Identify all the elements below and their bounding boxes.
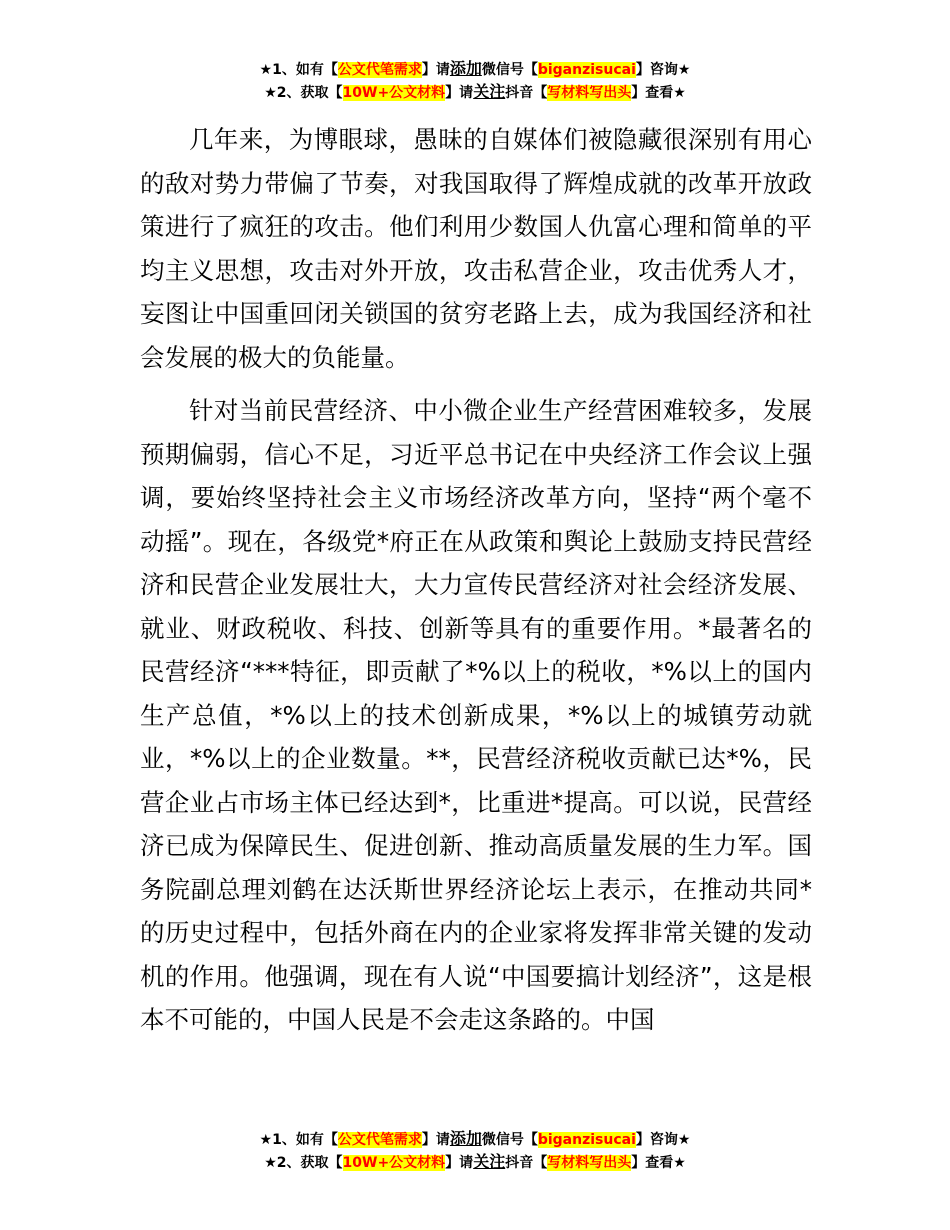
promo-highlight-wechat-id: biganzisucai: [537, 62, 636, 78]
promo-emphasis: 关注: [473, 82, 506, 101]
promo-emphasis: 关注: [473, 1152, 506, 1171]
paragraph: 针对当前民营经济、中小微企业生产经营困难较多，发展预期偏弱，信心不足，习近平总书记在中央经济工作会议上强调，要始终坚持社会主义市场经济改革方向，坚持“两个毫不动摇”。现在，各级党*府正在从政策和舆论上鼓励支持民营经济和民营企业发展壮大，大力宣传民营经济对社会经济发展、就业、财政税收、科技、创新等具有的重要作用。*最著名的民营经济“***特征，即贡献了*%以上的税收，*%以上的国内生产总值，*%以上的技术创新成果，*%以上的城镇劳动就业，*%以上的企业数量。**，民营经济税收贡献已达*%，民营企业占市场主体已经达到*，比重进*提高。可以说，民营经济已成为保障民生、促进创新、推动高质量发展的生力军。国务院副总理刘鹤在达沃斯世界经济论坛上表示，在推动共同*的历史过程中，包括外商在内的企业家将发挥非常关键的发动机的作用。他强调，现在有人说“中国要搞计划经济”，这是根本不可能的，中国人民是不会走这条路的。中国: [140, 396, 812, 1034]
promo-text: 】请: [421, 62, 450, 78]
promo-line-1: [0, 58, 950, 81]
promo-line-1: [0, 1128, 950, 1151]
promo-text: 】查看★: [631, 85, 686, 101]
header-promo-banner: [0, 58, 950, 104]
promo-highlight-service: 公文代笔需求: [337, 62, 422, 78]
promo-text: 】查看★: [631, 1155, 686, 1171]
promo-text: 】请: [445, 1155, 474, 1171]
promo-highlight-materials: 10W+公文材料: [342, 85, 446, 101]
promo-text: ★1、如有【: [259, 62, 338, 78]
promo-emphasis: 添加: [449, 1129, 482, 1148]
promo-emphasis: 添加: [449, 59, 482, 78]
promo-text: 】咨询★: [635, 1132, 691, 1148]
document-body: [140, 118, 812, 1042]
footer-promo-banner: [0, 1128, 950, 1174]
promo-text: 微信号【: [481, 1132, 538, 1148]
promo-highlight-wechat-id: biganzisucai: [537, 1132, 636, 1148]
promo-line-2: [0, 81, 950, 104]
promo-text: 】咨询★: [635, 62, 691, 78]
promo-text: ★1、如有【: [259, 1132, 338, 1148]
promo-text: 抖音【: [505, 1155, 548, 1171]
promo-line-2: [0, 1151, 950, 1174]
promo-text: 】请: [445, 85, 474, 101]
promo-text: 】请: [421, 1132, 450, 1148]
promo-highlight-douyin-account: 写材料写出头: [547, 1155, 632, 1171]
promo-text: ★2、获取【: [264, 1155, 343, 1171]
promo-text: ★2、获取【: [264, 85, 343, 101]
paragraph: 几年来，为博眼球，愚昧的自媒体们被隐藏很深别有用心的敌对势力带偏了节奏，对我国取得了辉煌成就的改革开放政策进行了疯狂的攻击。他们利用少数国人仇富心理和简单的平均主义思想，攻击对外开放，攻击私营企业，攻击优秀人才，妄图让中国重回闭关锁国的贫穷老路上去，成为我国经济和社会发展的极大的负能量。: [140, 125, 812, 372]
promo-highlight-douyin-account: 写材料写出头: [547, 85, 632, 101]
promo-text: 微信号【: [481, 62, 538, 78]
promo-text: 抖音【: [505, 85, 548, 101]
promo-highlight-service: 公文代笔需求: [337, 1132, 422, 1148]
promo-highlight-materials: 10W+公文材料: [342, 1155, 446, 1171]
